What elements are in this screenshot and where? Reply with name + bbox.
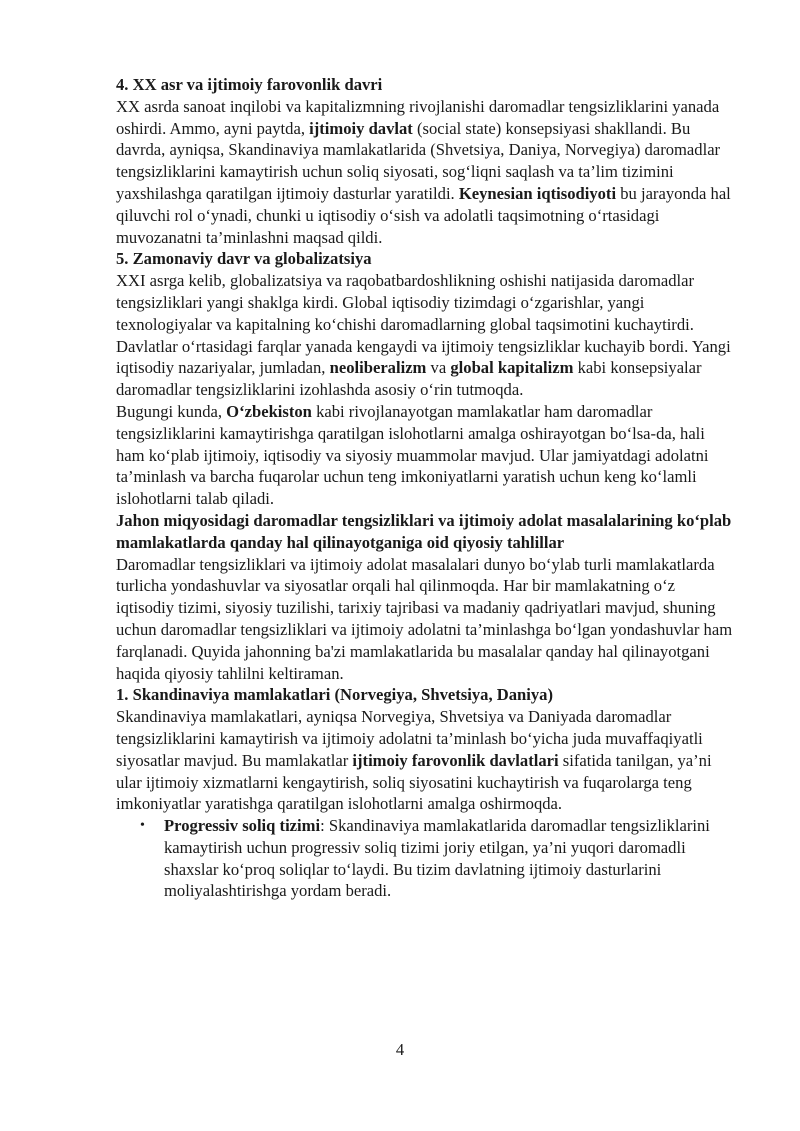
section-4-heading: 4. XX asr va ijtimoiy farovonlik davri	[116, 75, 383, 94]
world-comparison-paragraph: Daromadlar tengsizliklari va ijtimoiy adolat masalalari dunyo bo‘ylab turli mamlakatlarda turlicha yondashuvlar va siyosatlar orqali hal qilinmoqda. Har bir mamlakatning o‘z iqtisodiy tizimi, siyosiy tuzilishi, tarixiy tajribasi va madaniy qadriyatlari mavjud, shuning uchun daromadlar tengsizliklari va ijtimoiy adolatni ta’minlashga bo‘lgan yondashuvlar ham farqlanadi. Quyida jahonning ba'zi mamlakatlarida bu masalalar qanday hal qilinayotgani haqida qiyosiy tahlilni keltiraman.	[116, 554, 733, 683]
page-number: 4	[395, 1040, 405, 1059]
section-5-heading: 5. Zamonaviy davr va globalizatsiya	[116, 249, 372, 269]
bullet-list	[116, 815, 736, 902]
scandinavia-paragraph	[116, 706, 736, 815]
bullet-marker: •	[140, 818, 145, 834]
bold-term: Keynesian iqtisodiyoti	[458, 183, 617, 203]
text-run: sifatida tanilgan, ya’ni ular ijtimoiy xizmatlarni kengaytirish, soliq siyosatini kuchaytirish va fuqarolarga teng imkoniyatlar yaratishga qaratilgan islohotlarni amalga oshirmoqda.	[116, 750, 712, 814]
text-run: bu jarayonda hal qiluvchi rol o‘ynadi, chunki u iqtisodiy o‘sish va adolatli taqsimotning o‘rtasidagi muvozanatni ta’minlashni maqsad qildi.	[116, 183, 731, 247]
bold-term: ijtimoiy davlat	[309, 118, 413, 138]
text-run: XXI asrga kelib, globalizatsiya va raqobatbardoshlikning oshishi natijasida daromadlar tengsizliklari yangi shaklga kirdi. Global iqtisodiy tizimdagi o‘zgarishlar, yangi texnologiyalar va kapitalning ko‘chishi daromadlarning global taqsimotini kuchaytirdi. Davlatlar o‘rtasidagi farqlar yanada kengaydi va ijtimoiy tengsizliklar kuchayib bordi. Yangi iqtisodiy nazariyalar, jumladan,	[116, 271, 731, 378]
bold-term: ijtimoiy farovonlik davlatlari	[352, 750, 559, 770]
list-item	[140, 815, 736, 902]
bold-term: Progressiv soliq tizimi	[164, 816, 321, 836]
text-run: va	[426, 358, 451, 378]
section-4-paragraph	[116, 96, 736, 249]
bold-term: O‘zbekiston	[226, 401, 312, 421]
text-run: Skandinaviya mamlakatlari, ayniqsa Norvegiya, Shvetsiya va Daniyada daromadlar tengsizliklarini kamaytirish va ijtimoiy adolatni ta’minlash bo‘yicha juda muvaffaqiyatli siyosatlar mavjud. Bu mamlakatlar	[116, 707, 703, 770]
text-run: Bugungi kunda,	[116, 401, 227, 421]
section-5-paragraph-2	[116, 401, 736, 510]
text-run: : Skandinaviya mamlakatlarida daromadlar tengsizliklarini kamaytirish uchun progressiv soliq tizimi joriy etilgan, ya’ni yuqori daromadli shaxslar ko‘proq soliqlar to‘laydi. Bu tizim davlatning ijtimoiy dasturlarini moliyalashtirishga yordam beradi.	[164, 816, 710, 901]
bold-term: global kapitalizm	[450, 358, 574, 378]
text-run: kabi konsepsiyalar daromadlar tengsizliklarini izohlashda asosiy o‘rin tutmoqda.	[116, 358, 702, 400]
text-run: (social state) konsepsiyasi shakllandi. Bu davrda, ayniqsa, Skandinaviya mamlakatlarida (Shvetsiya, Daniya, Norvegiya) daromadlar tengsizliklarini kamaytirish uchun soliq siyosati, sog‘liqni saqlash va ta’lim tizimini yaxshilashga qaratilgan ijtimoiy dasturlar yaratildi.	[116, 118, 721, 203]
text-run: XX asrda sanoat inqilobi va kapitalizmning rivojlanishi daromadlar tengsizliklarini yanada oshirdi. Ammo, ayni paytda,	[116, 96, 720, 138]
bold-term: neoliberalizm	[329, 358, 427, 378]
scandinavia-heading: 1. Skandinaviya mamlakatlari (Norvegiya, Shvetsiya, Daniya)	[116, 685, 553, 705]
section-5-paragraph-1	[116, 270, 736, 401]
text-run: kabi rivojlanayotgan mamlakatlar ham daromadlar tengsizliklarini kamaytirishga qaratilgan islohotlarni amalga oshirayotgan bo‘lsa-da, hali ham ko‘plab ijtimoiy, iqtisodiy va siyosiy muammolar mavjud. Ular jamiyatdagi adolatni ta’minlash va barcha fuqarolar uchun teng imkoniyatlarni yaratish uchun keng ko‘lamli islohotlarni talab qiladi.	[116, 401, 709, 509]
world-comparison-heading: Jahon miqyosidagi daromadlar tengsizliklari va ijtimoiy adolat masalalarining ko‘plab mamlakatlarda qanday hal qilinayotganiga oid qiyosiy tahlillar	[116, 510, 732, 552]
